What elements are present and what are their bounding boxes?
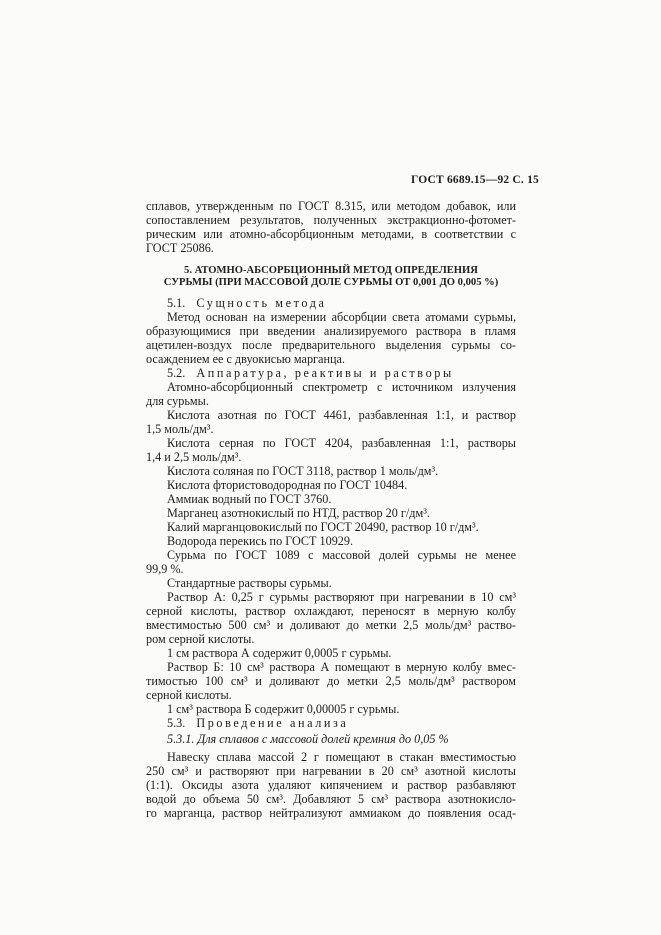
text-line: Кислота фтористоводородная по ГОСТ 10484. (167, 478, 408, 492)
subsection-number: 5.1. (167, 296, 186, 310)
text-line: сопоставлением результатов, полученных экстракционно-фотомет- (146, 213, 516, 227)
text-line: сплавов, утвержденным по ГОСТ 8.315, или методом добавок, или (146, 199, 516, 213)
text-line: серной кислоты. (146, 688, 232, 702)
text-line: рическим или атомно-абсорбционным методами, в соответствии с (146, 227, 516, 241)
text-line: Кислота азотная по ГОСТ 4461, разбавленная 1:1, и раствор (167, 408, 516, 422)
text-line: Марганец азотнокислый по НТД, раствор 20 г/дм³. (167, 506, 430, 520)
subsection-subtitle: 5.3.1. Для сплавов с массовой долей кремния до 0,05 % (167, 732, 449, 746)
subsection-heading (146, 366, 516, 380)
text-line: Навеску сплава массой 2 г помещают в стакан вместимостью (167, 750, 516, 764)
text-line: ром серной кислоты. (146, 632, 255, 646)
text-line: вместимостью 500 см³ и доливают до метки 2,5 моль/дм³ раство- (146, 618, 516, 632)
text-line: осаждением ее с двуокисью марганца. (146, 352, 345, 366)
text-line: 1 см³ раствора Б содержит 0,00005 г сурьмы. (167, 702, 400, 716)
text-line: 250 см³ и растворяют при нагревании в 20 см³ азотной кислоты (146, 764, 516, 778)
text-line: Кислота соляная по ГОСТ 3118, раствор 1 моль/дм³. (167, 464, 439, 478)
text-line: 1,4 и 2,5 моль/дм³. (146, 450, 242, 464)
section-title-line: 5. АТОМНО-АБСОРБЦИОННЫЙ МЕТОД ОПРЕДЕЛЕНИЯ (184, 265, 478, 276)
subsection-number: 5.2. (167, 366, 186, 380)
subsection-heading (146, 296, 516, 310)
text-line: серной кислоты, раствор охлаждают, переносят в мерную колбу (146, 604, 516, 618)
text-line: Водорода перекись по ГОСТ 10929. (167, 534, 354, 548)
text-line: тимостью 100 см³ и доливают до метки 2,5 моль/дм³ раствором (146, 674, 516, 688)
text-line: Калий марганцовокислый по ГОСТ 20490, раствор 10 г/дм³. (167, 520, 479, 534)
text-line: для сурьмы. (146, 394, 209, 408)
subsection-title: Проведение анализа (196, 716, 349, 730)
text-line: 1,5 моль/дм³. (146, 422, 214, 436)
text-line: 99,9 %. (146, 562, 184, 576)
subsection-heading (146, 716, 516, 730)
subsection-title: Аппаратура, реактивы и растворы (196, 366, 454, 380)
text-line: Стандартные растворы сурьмы. (167, 576, 332, 590)
text-line: Раствор А: 0,25 г сурьмы растворяют при нагревании в 10 см³ (167, 590, 516, 604)
text-line: Аммиак водный по ГОСТ 3760. (167, 492, 332, 506)
text-line: образующимися при введении анализируемого раствора в пламя (146, 324, 516, 338)
section-title-line: СУРЬМЫ (ПРИ МАССОВОЙ ДОЛЕ СУРЬМЫ ОТ 0,001 ДО 0,005 %) (163, 277, 499, 288)
subsection-number: 5.3. (167, 716, 186, 730)
text-line: 1 см раствора А содержит 0,0005 г сурьмы. (167, 646, 392, 660)
text-line: Кислота серная по ГОСТ 4204, разбавленная 1:1, растворы (167, 436, 516, 450)
text-line: ГОСТ 25086. (146, 241, 214, 255)
text-line: Сурьма по ГОСТ 1089 с массовой долей сурьмы не менее (167, 548, 516, 562)
page-header: ГОСТ 6689.15—92 С. 15 (411, 174, 539, 186)
text-line: Метод основан на измерении абсорбции света атомами сурьмы, (167, 310, 516, 324)
text-line: Атомно-абсорбционный спектрометр с источником излучения (167, 380, 516, 394)
text-line: (1:1). Оксиды азота удаляют кипячением и раствор разбавляют (146, 778, 516, 792)
text-line: водой до объема 50 см³. Добавляют 5 см³ раствора азотнокисло- (146, 792, 516, 806)
text-line: ацетилен-воздух после предварительного выделения сурьмы со- (146, 338, 516, 352)
text-line: Раствор Б: 10 см³ раствора А помещают в мерную колбу вмес- (167, 660, 516, 674)
text-line: го марганца, раствор нейтрализуют аммиаком до появления осад- (146, 806, 516, 820)
subsection-title: Сущность метода (196, 296, 327, 310)
